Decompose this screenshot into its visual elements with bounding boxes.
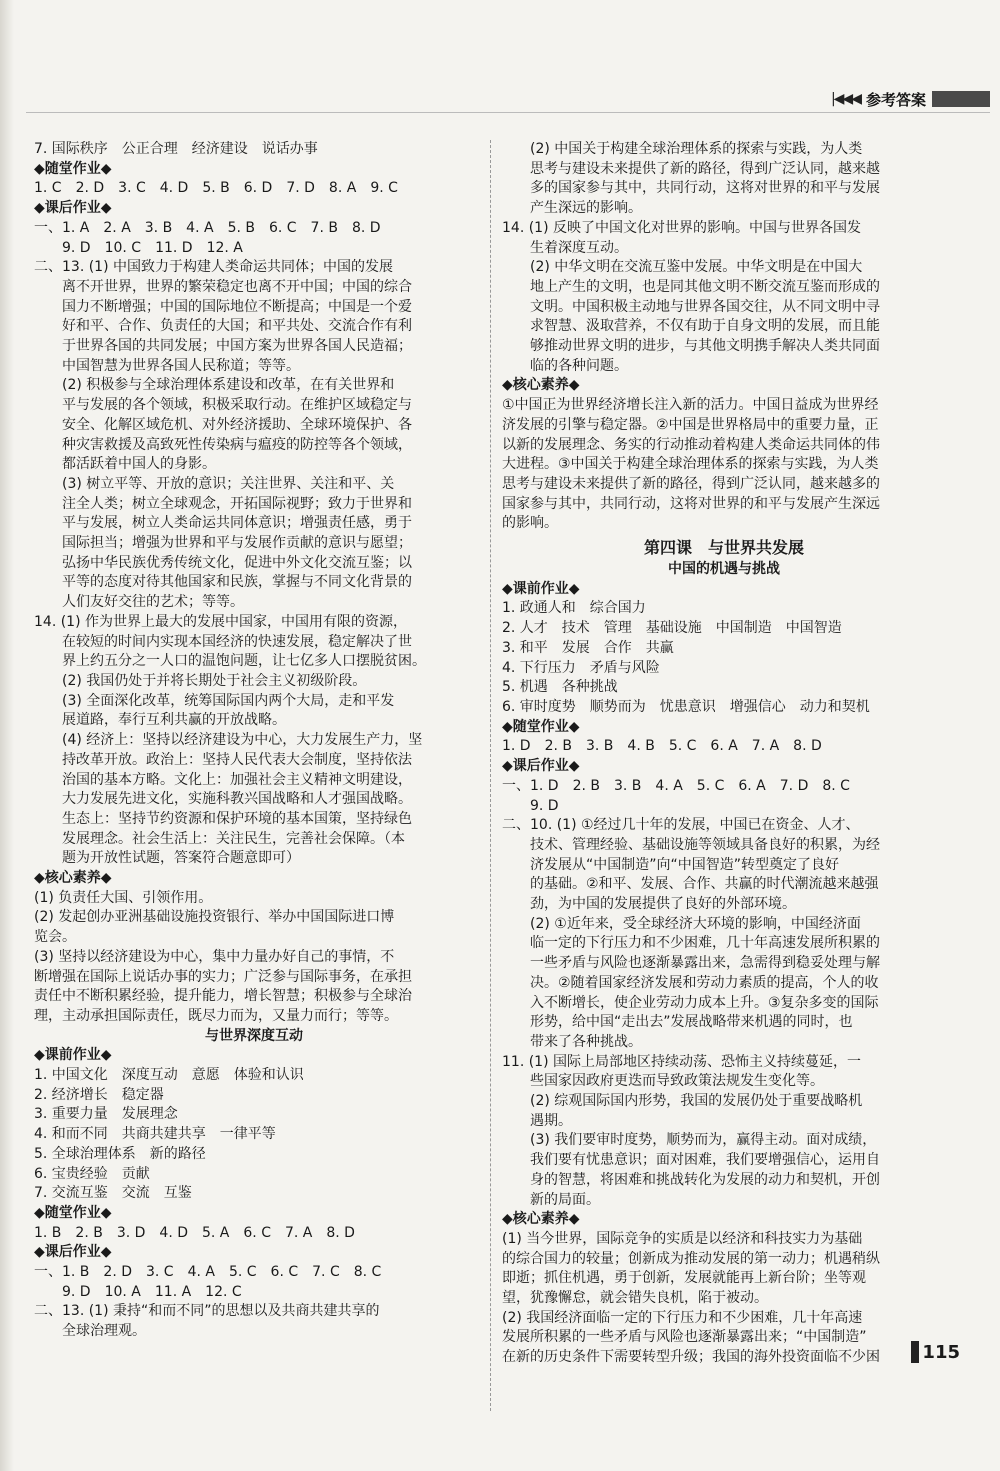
left-text-line: (2) 我国仍处于并将长期处于社会主义初级阶段。 — [34, 672, 367, 689]
left-text-line: 好和平、合作、负责任的大国；和平共处、交流合作有利 — [34, 318, 412, 335]
right-column — [502, 140, 946, 1368]
right-text-line: 第四课 与世界共发展 — [643, 538, 804, 558]
right-text-line: 产生深远的影响。 — [502, 200, 642, 217]
right-text-line: 求智慧、汲取营养，不仅有助于自身文明的发展，而且能 — [502, 318, 880, 335]
left-text-line: 与世界深度互动 — [205, 1027, 303, 1044]
right-text-line: 大进程。③中国关于构建全球治理体系的探索与实践，为人类 — [502, 456, 879, 473]
right-text-line: (2) 综观国际国内形势，我国的发展仍处于重要战略机 — [502, 1093, 863, 1110]
right-text-line: (2) ①近年来，受全球经济大环境的影响，中国经济面 — [502, 915, 861, 932]
right-text-line: 1. D 2. B 3. B 4. B 5. C 6. A 7. A 8. D — [502, 738, 822, 755]
left-text-line: 治国的基本方略。文化上：加强社会主义精神文明建设， — [34, 771, 412, 788]
left-text-line: 人们友好交往的艺术；等等。 — [34, 594, 244, 611]
column-divider — [490, 140, 491, 1411]
left-text-line: ◆核心素养◆ — [34, 870, 112, 887]
header-title: 参考答案 — [865, 90, 926, 109]
left-text-line: 国际担当；增强为世界和平与发展作贡献的意识与愿望； — [34, 535, 412, 552]
right-text-line: 新的局面。 — [502, 1191, 600, 1208]
header-bar — [932, 91, 990, 107]
left-text-line: 中国智慧为世界各国人民称道；等等。 — [34, 357, 300, 374]
right-text-line: ◆课后作业◆ — [502, 758, 580, 775]
right-text-line: 我们要有忧患意识；面对困难，我们要增强信心，运用自 — [502, 1152, 880, 1169]
right-text-line: 身的智慧，将困难和挑战转化为发展的动力和契机，开创 — [502, 1171, 880, 1188]
right-text-line: 多的国家参与其中，共同行动，这将对世界的和平与发展 — [502, 180, 880, 197]
left-text-line: 种灾害救援及高致死性传染病与瘟疫的防控等各个领域， — [34, 436, 412, 453]
left-text-line: 于世界各国的共同发展；中国方案为世界各国人民造福； — [34, 338, 412, 355]
left-text-line: 14. (1) 作为世界上最大的发展中国家，中国用有限的资源， — [34, 613, 407, 630]
right-text-line: ◆课前作业◆ — [502, 580, 580, 597]
header-rule — [26, 112, 990, 113]
left-text-line: 注全人类；树立全球观念，开拓国际视野；致力于世界和 — [34, 495, 412, 512]
right-text-line: 6. 审时度势 顺势而为 忧患意识 增强信心 动力和契机 — [502, 698, 870, 715]
left-text-line: 二、13. (1) 中国致力于构建人类命运共同体；中国的发展 — [34, 259, 393, 276]
right-text-line: 二、10. (1) ①经过几十年的发展，中国已在资金、人才、 — [502, 817, 860, 834]
right-text-line: 技术、管理经验、基础设施等领域具备良好的积累，为经 — [502, 836, 880, 853]
right-text-line: 5. 机遇 各种挑战 — [502, 679, 618, 696]
right-text-line: 一些矛盾与风险也逐渐暴露出来，急需得到稳妥处理与解 — [502, 955, 880, 972]
left-text-line: ◆课后作业◆ — [34, 200, 112, 217]
right-text-line: 在新的历史条件下需要转型升级；我国的海外投资面临不少困 — [502, 1349, 880, 1366]
left-text-line: 9. D 10. C 11. D 12. A — [34, 239, 243, 256]
right-text-line: 地上产生的文明，也是同其他文明不断交流互鉴而形成的 — [502, 278, 880, 295]
right-text-line: 些国家因政府更迭而导致政策法规发生变化等。 — [502, 1073, 824, 1090]
left-text-line: 展道路，奉行互利共赢的开放战略。 — [34, 712, 286, 729]
left-text-line: 断增强在国际上说话办事的实力；广泛参与国际事务，在承担 — [34, 968, 412, 985]
right-text-line: 3. 和平 发展 合作 共赢 — [502, 639, 674, 656]
left-text-line: ◆随堂作业◆ — [34, 1204, 112, 1221]
left-text-line: 一、1. A 2. A 3. B 4. A 5. B 6. C 7. B 8. D — [34, 219, 381, 236]
left-text-line: 理，主动承担国际责任，既尽力而为，又量力而行；等等。 — [34, 1007, 398, 1024]
left-text-line: 生态上：坚持节约资源和保护环境的基本国策，坚持绿色 — [34, 810, 412, 827]
right-text-line: 发展所积累的一些矛盾与风险也逐渐暴露出来；“中国制造” — [502, 1329, 867, 1346]
page-binding-edge — [0, 0, 14, 1471]
right-text-line: 临一定的下行压力和不少困难，几十年高速发展所积累的 — [502, 935, 880, 952]
left-text-line: 9. D 10. A 11. A 12. C — [34, 1283, 242, 1300]
right-text-line: 的基础。②和平、发展、合作、共赢的时代潮流越来越强 — [502, 876, 879, 893]
right-text-line: 一、1. D 2. B 3. B 4. A 5. C 6. A 7. D 8. C — [502, 777, 850, 794]
right-text-line: 以新的发展理念、务实的行动推动着构建人类命运共同体的伟 — [502, 436, 880, 453]
left-text-line: 3. 重要力量 发展理念 — [34, 1106, 178, 1123]
right-text-line: 国家参与其中，共同行动，这将对世界的和平与发展产生深远 — [502, 495, 880, 512]
right-text-line: 的综合国力的较量；创新成为推动发展的第一动力；机遇稍纵 — [502, 1250, 880, 1267]
right-text-line: ◆核心素养◆ — [502, 377, 580, 394]
left-text-line: 题为开放性试题，答案符合题意即可） — [34, 850, 300, 867]
left-text-line: 5. 全球治理体系 新的路径 — [34, 1145, 206, 1162]
right-text-line: ◆核心素养◆ — [502, 1211, 580, 1228]
page-number-mark — [911, 1341, 919, 1363]
right-text-line: (2) 中华文明在交流互鉴中发展。中华文明是在中国大 — [502, 259, 863, 276]
left-text-line: 1. B 2. B 3. D 4. D 5. A 6. C 7. A 8. D — [34, 1224, 355, 1241]
right-text-line: (3) 我们要审时度势，顺势而为，赢得主动。面对成绩， — [502, 1132, 877, 1149]
right-text-line: 临的各种问题。 — [502, 357, 628, 374]
left-text-line: 6. 宝贵经验 贡献 — [34, 1165, 150, 1182]
page-number — [911, 1341, 960, 1363]
right-text-line: 带来了各种挑战。 — [502, 1033, 642, 1050]
right-text-line: 9. D — [502, 797, 559, 814]
right-text-line: 劲，为中国的发展提供了良好的外部环境。 — [502, 896, 796, 913]
right-text-line: 4. 下行压力 矛盾与风险 — [502, 659, 660, 676]
left-text-line: 平与发展的各个领域，积极采取行动。在维护区域稳定与 — [34, 397, 412, 414]
right-text-line: 1. 政通人和 综合国力 — [502, 600, 646, 617]
right-text-line: 形势，给中国“走出去”发展战略带来机遇的同时，也 — [502, 1014, 853, 1031]
right-text-line: 生着深度互动。 — [502, 239, 628, 256]
left-text-line: 国力不断增强；中国的国际地位不断提高；中国是一个爱 — [34, 298, 412, 315]
left-text-line: (4) 经济上：坚持以经济建设为中心，大力发展生产力，坚 — [34, 732, 423, 749]
right-text-line: 的影响。 — [502, 515, 558, 532]
left-text-line: 平与发展，树立人类命运共同体意识；增强责任感，勇于 — [34, 515, 412, 532]
left-text-line: 弘扬中华民族优秀传统文化，促进中外文化交流互鉴；以 — [34, 554, 412, 571]
left-column — [34, 140, 474, 1342]
left-text-line: 7. 交流互鉴 交流 互鉴 — [34, 1185, 192, 1202]
left-text-line: 大力发展先进文化，实施科教兴国战略和人才强国战略。 — [34, 791, 412, 808]
left-text-line: 在较短的时间内实现本国经济的快速发展，稳定解决了世 — [34, 633, 412, 650]
left-text-line: (3) 树立平等、开放的意识；关注世界、关注和平、关 — [34, 475, 395, 492]
right-text-line: 济发展的引擎与稳定器。②中国是世界格局中的重要力量，正 — [502, 416, 879, 433]
left-text-line: 7. 国际秩序 公正合理 经济建设 说话办事 — [34, 141, 318, 157]
left-text-line: 发展理念。社会生活上：关注民生，完善社会保障。（本 — [34, 830, 405, 847]
left-text-line: 持改革开放。政治上：坚持人民代表大会制度，坚持依法 — [34, 751, 412, 768]
right-text-line: ①中国正为世界经济增长注入新的活力。中国日益成为世界经 — [502, 397, 879, 414]
right-text-line: 遇期。 — [502, 1112, 572, 1129]
right-text-line: (2) 中国关于构建全球治理体系的探索与实践，为人类 — [502, 141, 863, 157]
page-number-text: 115 — [922, 1341, 960, 1363]
left-text-line: ◆随堂作业◆ — [34, 160, 112, 177]
left-text-line: 览会。 — [34, 929, 76, 946]
left-text-line: 都活跃着中国人的身影。 — [34, 456, 216, 473]
left-text-line: 安全、化解区域危机、对外经济援助、全球环境保护、各 — [34, 416, 412, 433]
left-text-line: 全球治理观。 — [34, 1323, 146, 1340]
left-text-line: 界上约五分之一人口的温饱问题，让七亿多人口摆脱贫困。 — [34, 653, 426, 670]
left-text-line: (3) 坚持以经济建设为中心，集中力量办好自己的事情，不 — [34, 948, 395, 965]
arrows-icon: |◀◀◀ — [830, 91, 860, 107]
right-text-line: 中国的机遇与挑战 — [668, 561, 780, 578]
left-text-line: (3) 全面深化改革，统筹国际国内两个大局，走和平发 — [34, 692, 395, 709]
right-text-line: (2) 我国经济面临一定的下行压力和不少困难，几十年高速 — [502, 1309, 863, 1326]
left-text-line: 平等的态度对待其他国家和民族，掌握与不同文化背景的 — [34, 574, 412, 591]
right-text-line: (1) 当今世界，国际竞争的实质是以经济和科技实力为基础 — [502, 1230, 863, 1247]
right-text-line: 够推动世界文明的进步，与其他文明携手解决人类共同面 — [502, 338, 880, 355]
right-text-line: 入不断增长，使企业劳动力成本上升。③复杂多变的国际 — [502, 994, 879, 1011]
left-text-line: 1. C 2. D 3. C 4. D 5. B 6. D 7. D 8. A 9. C — [34, 180, 398, 197]
right-text-line: 14. (1) 反映了中国文化对世界的影响。中国与世界各国发 — [502, 219, 861, 236]
left-text-line: 离不开世界，世界的繁荣稳定也离不开中国；中国的综合 — [34, 278, 412, 295]
left-text-line: (1) 负责任大国、引领作用。 — [34, 889, 213, 906]
left-text-line: ◆课后作业◆ — [34, 1244, 112, 1261]
left-text-line: 4. 和而不同 共商共建共享 一律平等 — [34, 1126, 276, 1143]
right-text-line: 11. (1) 国际上局部地区持续动荡、恐怖主义持续蔓延，一 — [502, 1053, 861, 1070]
right-text-line: 2. 人才 技术 管理 基础设施 中国制造 中国智造 — [502, 620, 842, 637]
left-text-line: 责任中不断积累经验，提升能力，增长智慧；积极参与全球治 — [34, 988, 412, 1005]
left-text-line: 2. 经济增长 稳定器 — [34, 1086, 164, 1103]
right-text-line: 决。②随着国家经济发展和劳动力素质的提高，个人的收 — [502, 974, 879, 991]
left-text-line: (2) 积极参与全球治理体系建设和改革，在有关世界和 — [34, 377, 395, 394]
right-text-line: ◆随堂作业◆ — [502, 718, 580, 735]
right-text-line: 望，犹豫懈怠，就会错失良机，陷于被动。 — [502, 1290, 768, 1307]
right-text-line: 思考与建设未来提供了新的路径，得到广泛认同，越来越多的 — [502, 475, 880, 492]
right-text-line: 济发展从“中国制造”向“中国智造”转型奠定了良好 — [502, 856, 840, 873]
left-text-line: 二、13. (1) 秉持“和而不同”的思想以及共商共建共享的 — [34, 1303, 380, 1320]
left-text-line: 一、1. B 2. D 3. C 4. A 5. C 6. C 7. C 8. C — [34, 1264, 382, 1281]
right-text-line: 即逝；抓住机遇，勇于创新，发展就能再上新台阶；坐等观 — [502, 1270, 866, 1287]
page-header — [831, 88, 990, 110]
right-text-line: 文明。中国积极主动地与世界各国交往，从不同文明中寻 — [502, 298, 880, 315]
left-text-line: ◆课前作业◆ — [34, 1047, 112, 1064]
left-text-line: (2) 发起创办亚洲基础设施投资银行、举办中国国际进口博 — [34, 909, 395, 926]
left-text-line: 1. 中国文化 深度互动 意愿 体验和认识 — [34, 1067, 304, 1084]
right-text-line: 思考与建设未来提供了新的路径，得到广泛认同，越来越 — [502, 160, 880, 177]
